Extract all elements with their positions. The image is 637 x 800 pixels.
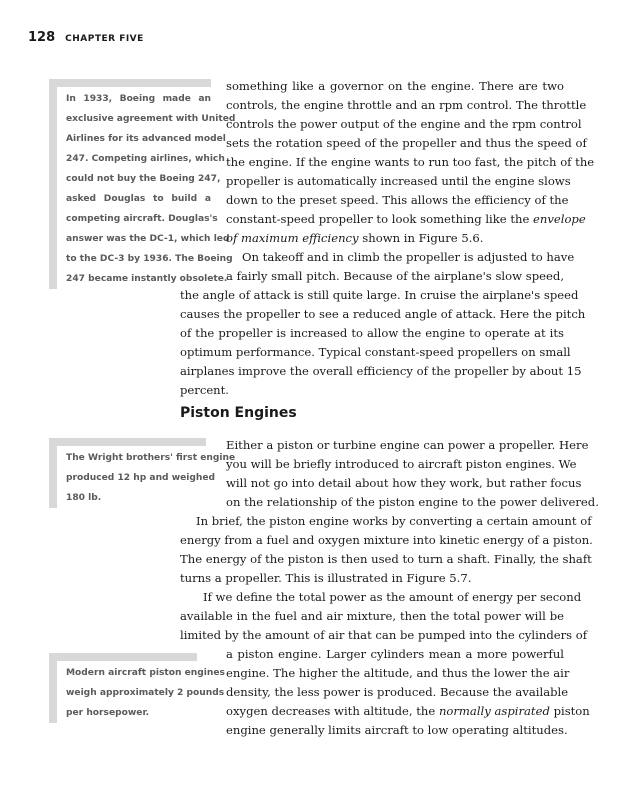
body-text: oxygen decreases with altitude, the [226, 704, 436, 718]
body-line: will not go into detail about how they work, but rather focus [226, 476, 582, 490]
sidenote-line: to the DC-3 by 1936. The Boeing [66, 254, 233, 264]
body-line [226, 229, 564, 248]
sidenote-line: produced 12 hp and weighed [66, 473, 216, 483]
body-line: the engine. If the engine wants to run too fast, the pitch of the [226, 155, 595, 169]
body-line: density, the less power is produced. Because the available [226, 685, 569, 699]
sidenote-line: weigh approximately 2 pounds [66, 688, 225, 698]
sidenote-line: The Wright brothers' first engine [66, 453, 236, 463]
body-line: limited by the amount of air that can be pumped into the cylinders of [180, 628, 588, 642]
body-line [226, 702, 590, 721]
body-line: On takeoff and in climb the propeller is adjusted to have [242, 250, 575, 264]
sidenote-line: exclusive agreement with United [66, 114, 236, 124]
body-line: a piston engine. Larger cylinders mean a more powerful [226, 647, 564, 661]
body-line: something like a governor on the engine. There are two [226, 79, 564, 93]
sidenote-line: asked Douglas to build a [66, 194, 211, 204]
body-line: engine. The higher the altitude, and thus the lower the air [226, 666, 570, 680]
body-line: down to the preset speed. This allows the efficiency of the [226, 193, 569, 207]
sidenote-line: 247. Competing airlines, which [66, 154, 225, 164]
page-number: 128 [28, 30, 56, 45]
body-line: causes the propeller to see a reduced angle of attack. Here the pitch [180, 307, 586, 321]
sidenote-line: Modern aircraft piston engines [66, 668, 225, 678]
body-text: shown in Figure 5.6. [362, 231, 484, 245]
body-text: piston [553, 704, 590, 718]
chapter-label: CHAPTER FIVE [65, 34, 144, 44]
body-line: controls the power output of the engine and the rpm control [226, 117, 582, 131]
sidenote-line: 247 became instantly obsolete. [66, 274, 228, 284]
body-line: sets the rotation speed of the propeller and thus the speed of [226, 136, 587, 150]
body-line: energy from a fuel and oxygen mixture into kinetic energy of a piston. [180, 533, 593, 547]
body-line: the angle of attack is still quite large. In cruise the airplane's speed [180, 288, 579, 302]
sidenote-line: competing aircraft. Douglas's [66, 214, 218, 224]
sidenote-line: In 1933, Boeing made an [66, 94, 211, 104]
sidenote-boeing-247 [49, 79, 236, 289]
italic-term: normally aspirated [438, 704, 550, 718]
body-line: engine generally limits aircraft to low operating altitudes. [226, 723, 568, 737]
sidenote-line: could not buy the Boeing 247, [66, 174, 221, 184]
sidenote-line: answer was the DC-1, which led [66, 234, 230, 244]
body-line: If we define the total power as the amount of energy per second [203, 590, 582, 604]
body-line: of the propeller is increased to allow the engine to operate at its [180, 326, 564, 340]
running-header [28, 30, 144, 45]
body-line: The energy of the piston is then used to turn a shaft. Finally, the shaft [180, 552, 592, 566]
body-line: optimum performance. Typical constant-speed propellers on small [180, 345, 571, 359]
body-text: constant-speed propeller to look something like the [226, 212, 530, 226]
italic-term: of maximum efficiency [226, 231, 359, 245]
italic-term: envelope [533, 212, 586, 226]
body-line: on the relationship of the piston engine to the power delivered. [226, 495, 599, 509]
body-line: percent. [180, 383, 229, 397]
body-line: available in the fuel and air mixture, then the total power will be [180, 609, 564, 623]
sidenote-line: per horsepower. [66, 708, 150, 718]
body-line [226, 210, 586, 229]
body-line: Either a piston or turbine engine can power a propeller. Here [226, 438, 589, 452]
body-line: turns a propeller. This is illustrated in Figure 5.7. [180, 571, 472, 585]
sidenote-line: 180 lb. [66, 493, 102, 503]
body-line: propeller is automatically increased until the engine slows [226, 174, 571, 188]
body-line: airplanes improve the overall efficiency of the propeller by about 15 [180, 364, 582, 378]
body-line: a fairly small pitch. Because of the airplane's slow speed, [226, 269, 564, 283]
body-line: you will be briefly introduced to aircraft piston engines. We [226, 457, 577, 471]
section-heading: Piston Engines [180, 405, 297, 421]
sidenote-engine-weight [49, 653, 225, 723]
body-line: controls, the engine throttle and an rpm control. The throttle [226, 98, 587, 112]
sidenote-line: Airlines for its advanced model [66, 134, 226, 144]
sidenote-wright-engine [49, 438, 236, 508]
body-line: In brief, the piston engine works by converting a certain amount of [196, 514, 592, 528]
